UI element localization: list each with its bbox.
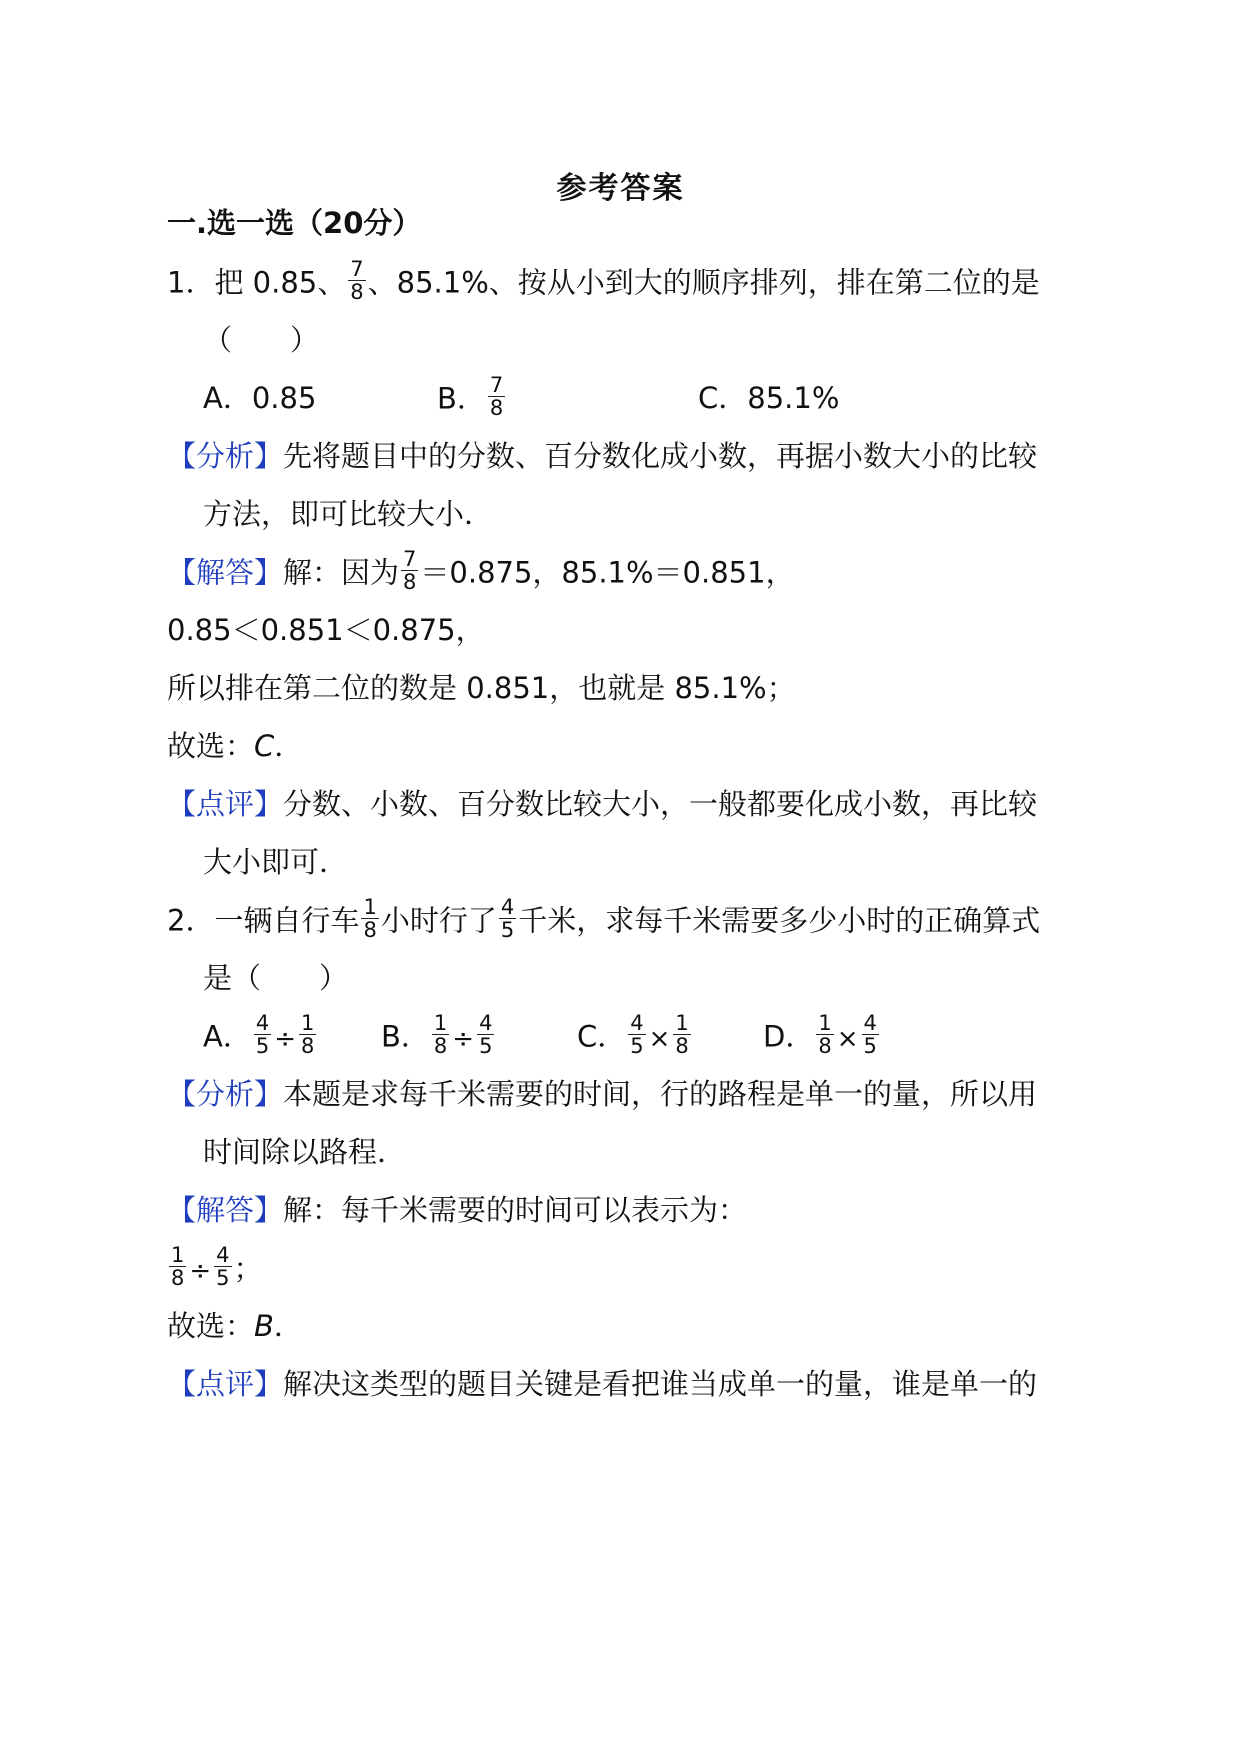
analysis-tag: 【分析】 bbox=[167, 1077, 284, 1111]
fraction-4-5: $\frac{4}{5}$ bbox=[500, 895, 515, 942]
q2-option-a: A． $\frac{4}{5}$ ÷ $\frac{1}{8}$ bbox=[203, 1011, 315, 1058]
fraction-4-5: $\frac{4}{5}$ bbox=[630, 1011, 644, 1058]
q1-choice: 故选：C． bbox=[167, 729, 304, 763]
fraction-4-5: $\frac{4}{5}$ bbox=[255, 1011, 270, 1058]
q2-analysis: 【分析】本题是求每千米需要的时间，行的路程是单一的量，所以用 bbox=[167, 1077, 1038, 1111]
fraction-1-8: $\frac{1}{8}$ bbox=[675, 1011, 689, 1058]
fraction-7-8: $\frac{7}{8}$ bbox=[403, 547, 417, 594]
fraction-7-8: $\frac{7}{8}$ bbox=[350, 257, 364, 304]
q1-option-a: A．0.85 bbox=[203, 381, 317, 415]
q2-solution: 【解答】解：每千米需要的时间可以表示为： bbox=[167, 1193, 748, 1227]
q1-stem bbox=[167, 257, 1040, 307]
q1-option-b: B． $\frac{7}{8}$ bbox=[437, 373, 504, 420]
q2-stem: 2．一辆自行车 $\frac{1}{8}$ 小时行了 $\frac{4}{5}$ 千米，求每千米需要多少小时的正确算式 bbox=[167, 895, 1041, 942]
analysis-tag: 【分析】 bbox=[167, 439, 284, 473]
q1-option-c: C．85.1% bbox=[698, 381, 840, 415]
fraction-4-5: $\frac{4}{5}$ bbox=[479, 1011, 493, 1058]
q1-comment-cont: 大小即可． bbox=[203, 845, 349, 879]
q2-analysis-cont: 时间除以路程． bbox=[203, 1135, 407, 1169]
q1-stem-end: 、85.1%、按从小到大的顺序排列，排在第二位的是 bbox=[367, 265, 1040, 300]
fraction-1-8: $\frac{1}{8}$ bbox=[433, 1011, 448, 1058]
q2-choice: 故选：B． bbox=[167, 1309, 303, 1343]
q2-answer: B bbox=[254, 1309, 274, 1343]
q1-solution: 【解答】解：因为 $\frac{7}{8}$ ＝0.875，85.1%＝0.851， bbox=[167, 547, 795, 594]
q2-option-d: D． $\frac{1}{8}$ × $\frac{4}{5}$ bbox=[763, 1011, 877, 1058]
solution-tag: 【解答】 bbox=[167, 1193, 284, 1227]
fraction-1-8: $\frac{1}{8}$ bbox=[818, 1011, 832, 1058]
comment-tag: 【点评】 bbox=[167, 1367, 284, 1401]
q1-stem-start: 1．把 0.85、 bbox=[167, 265, 347, 300]
q1-comment: 【点评】分数、小数、百分数比较大小，一般都要化成小数，再比较 bbox=[167, 787, 1038, 821]
fraction-1-8: $\frac{1}{8}$ bbox=[301, 1011, 315, 1058]
q1-paren: （ ） bbox=[203, 323, 320, 357]
q1-answer: C bbox=[254, 729, 275, 763]
q1-analysis: 【分析】先将题目中的分数、百分数化成小数，再据小数大小的比较 bbox=[167, 439, 1038, 473]
fraction-1-8: $\frac{1}{8}$ bbox=[363, 895, 377, 942]
q2-option-b: B． $\frac{1}{8}$ ÷ $\frac{4}{5}$ bbox=[381, 1011, 493, 1058]
fraction-1-8: $\frac{1}{8}$ bbox=[171, 1243, 185, 1290]
solution-tag: 【解答】 bbox=[167, 555, 284, 590]
q2-comment: 【点评】解决这类型的题目关键是看把谁当成单一的量，谁是单一的 bbox=[167, 1367, 1038, 1401]
fraction-4-5: $\frac{4}{5}$ bbox=[863, 1011, 877, 1058]
q1-solution-line2: 0.85＜0.851＜0.875， bbox=[167, 613, 485, 647]
q1-solution-line3: 所以排在第二位的数是 0.851，也就是 85.1%； bbox=[167, 671, 796, 705]
page-title: 参考答案 bbox=[556, 171, 685, 206]
fraction-4-5: $\frac{4}{5}$ bbox=[216, 1243, 230, 1290]
q2-solution-expr: $\frac{1}{8}$ ÷ $\frac{4}{5}$ ； bbox=[171, 1243, 263, 1290]
q2-stem-cont: 是（ ） bbox=[203, 961, 349, 995]
fraction-7-8: $\frac{7}{8}$ bbox=[489, 373, 504, 420]
section-heading: 一.选一选（20分） bbox=[167, 206, 422, 240]
q2-option-c: C． $\frac{4}{5}$ × $\frac{1}{8}$ bbox=[577, 1011, 689, 1058]
q1-analysis-cont: 方法，即可比较大小． bbox=[203, 497, 494, 531]
comment-tag: 【点评】 bbox=[167, 787, 284, 821]
